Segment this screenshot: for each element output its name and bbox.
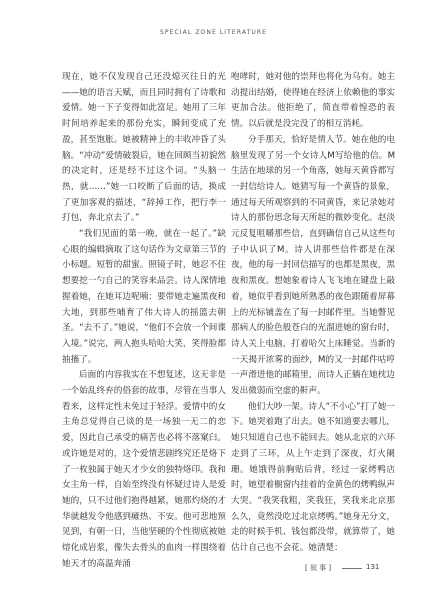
running-header: SPECIAL ZONE LITERATURE bbox=[160, 29, 267, 36]
paragraph: “我们见面的第一晚，就在一起了。”缺心眼的编辑摘取了这句话作为文章第三节的小标题。短暂的甜蜜。照镜子时，她忍不住想要挖一勺自己的笑容来品尝。诗人深情地握着她，在她耳边呢喃：要带她走遍黑夜和大地，到那些哺育了伟大诗人的摇篮去朝圣。“去不了。”她说，“他们不会放一个间谍入境。”说完，两人抱头哈哈大笑，笑得脸都抽搐了。 bbox=[62, 229, 226, 365]
paragraph: 后面的内容我实在不想复述，这无非是一个始乱终弃的俗套的故事，尽管在当事人看来，这样定性未免过于轻浮。爱情中的女主角总觉得自己谈的是一场独一无二的恋爱，因此自己承受的痛苦也必将不落窠臼。或许她是对的，这个爱情悲剧终究还是烙下了一枚独属于她天才少女的独特烙印。我和女主角一样，自始至终没有怀疑过诗人是爱她的，只不过他们抱得越紧，她那灼烧的才华就越发令他感到瘫热、不安。他可悲地预见到，有朝一日，当他坚硬的个性彻底被她熔化成岩浆，像失去骨头的血肉一样围绕着她天才的高温奔涌 bbox=[62, 370, 226, 569]
page-number: 131 bbox=[366, 563, 380, 571]
paragraph: 咆哮时，她对他的崇拜也将化为乌有。她主动提出结婚，使得她在经济上依赖他的事实更加合法。他拒绝了，简直带着惶恐的表情。以后就是没完没了的相互消耗。 bbox=[231, 72, 395, 130]
left-text-column bbox=[62, 70, 226, 573]
footer-divider bbox=[342, 568, 362, 569]
paragraph: 他们大吵一架。诗人“不小心”打了她一下。她哭着跑了出去。她不知道要去哪儿，她只知道自己也不能回去。她从北京的六环走到了三环，从上午走到了深夜，灯火阑珊。她饿得前胸贴后背，经过一家烤鸭店时，她望着橱窗内挂着的金黄色的烤鸭纵声大哭。“我笑我粗，笑我狂，笑我来北京那么久，竟然没吃过北京烤鸭。”她身无分文，走的时候手机、钱包都没带，就算带了，她估计自己也不会花。她清楚： bbox=[231, 401, 395, 554]
page-footer bbox=[0, 563, 427, 577]
paragraph: 分手那天，恰好是情人节。她在他的电脑里发现了另一个女诗人M写给他的信。M生活在地球的另一个角落，她每天黄昏都写一封信给诗人。她猜写每一个黄昏的景象，通过每天所观察到的不同黄昏，来记录她对诗人的那份思念每天所起的微妙变化。赵淡元反复咀嚼那些信，直到确信自己从这些句子中认识了M。诗人讲那些信件都是在深夜，他的每一封回信描写的也都是黑夜，黑夜和黑夜。想她象着诗人飞飞地在键盘上敲着，她似乎看到她所熟悉的夜色跟随着屏幕上的光标铺盖在了每一封邮件里。当她瞥见那病人的脸色般苍白的光溜进她的窗台时，诗人关上电脑，打着哈欠上床睡觉。当新的一天揭开浓雾的面纱，M的又一封邮件咕哼一声滑进他的邮箱里，而诗人正躺在她枕边发出微弱而空虚的鼾声。 bbox=[231, 134, 395, 397]
paragraph: 现在，她不仅发现自己还没熄灭往日的光——她的语言天赋，而且同时拥有了诗歌和爱情。她一下子变得如此富足。她用了三年时间培养起来的那份充实，瞬间变成了充盈，甚至饱胀。她被精神上的丰收冲昏了头脑。“冲动”爱情破裂后，她在回顾当初貌然的决定时，还是经不过这个词。“头脑一热，就……”她一口咬断了后面的话，换成了更加客观的描述，“辞掉工作，把行李一打包，奔北京去了。” bbox=[62, 72, 226, 224]
section-label: [ 叙 事 ] bbox=[305, 564, 332, 572]
right-text-column bbox=[231, 70, 395, 557]
